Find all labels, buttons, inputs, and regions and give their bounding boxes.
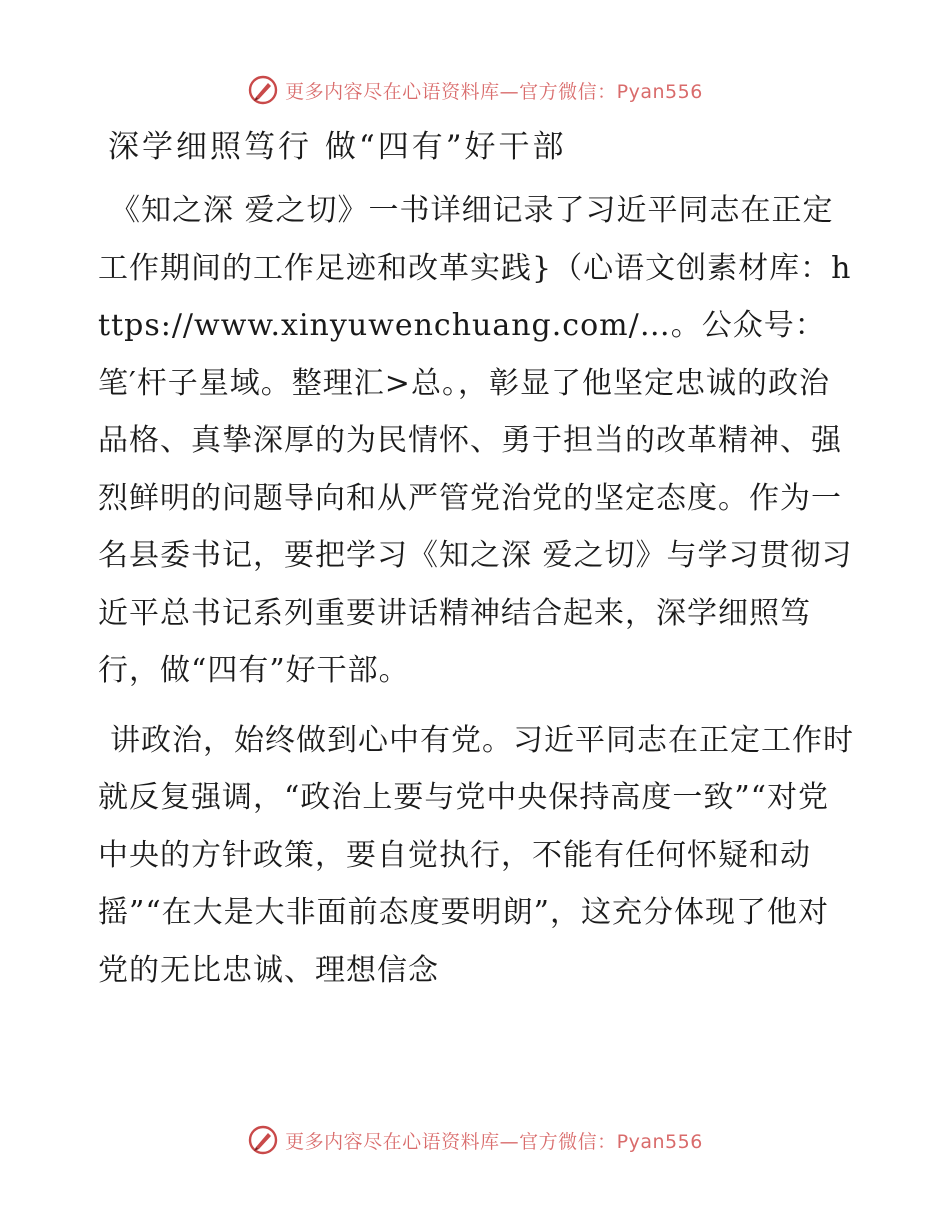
watermark-group — [247, 74, 703, 106]
watermark-banner-top — [0, 68, 950, 112]
document-title: 深学细照笃行 做“四有”好干部 — [108, 129, 567, 165]
document-body — [98, 124, 858, 1011]
pen-emblem-icon — [247, 74, 279, 106]
watermark-banner-bottom — [0, 1118, 950, 1162]
watermark-text: 更多内容尽在心语资料库—官方微信：Pyan556 — [285, 1130, 703, 1153]
paragraph-intro: 《知之深 爱之切》一书详细记录了习近平同志在正定工作期间的工作足迹和改革实践}（心语文创素材库：https://www.xinyuwenchuang.com/…。公众号：笔′杆子星域。整理汇>总。，彰显了他坚定忠诚的政治品格、真挚深厚的为民情怀、勇于担当的改革精神、强烈鲜明的问题导向和从严管党治党的坚定态度。作为一名县委书记，要把学习《知之深 爱之切》与学习贯彻习近平总书记系列重要讲话精神结合起来，深学细照笃行，做“四有”好干部。 — [98, 193, 853, 688]
pen-emblem-icon — [247, 1124, 279, 1156]
watermark-group — [247, 1124, 703, 1156]
paragraph-politics: 讲政治，始终做到心中有党。习近平同志在正定工作时就反复强调，“政治上要与党中央保持高度一致”“对党中央的方针政策，要自觉执行，不能有任何怀疑和动摇”“在大是大非面前态度要明朗”，这充分体现了他对党的无比忠诚、理想信念 — [98, 722, 854, 988]
watermark-text: 更多内容尽在心语资料库—官方微信：Pyan556 — [285, 80, 703, 103]
